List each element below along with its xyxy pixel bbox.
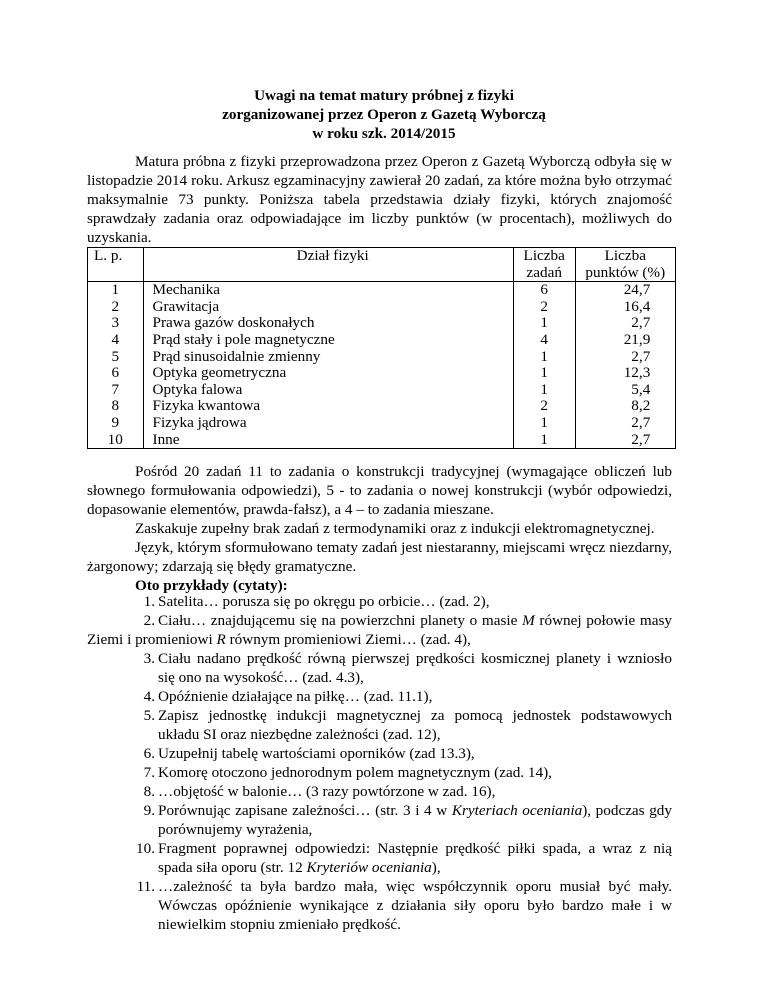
- zadan-cell: 4: [540, 330, 548, 348]
- lp-cell: 2: [111, 297, 120, 315]
- list-item: 6. Uzupełnij tabelę wartościami oporników (zad 13.3),: [143, 745, 475, 762]
- header-dzial: Dział fizyki: [143, 248, 513, 282]
- language-paragraph: Język, którym sformułowano tematy zadań jest niestaranny, miejscami wręcz niezdarny, żargonowy; zdarzają się błędy gramatyczne.: [87, 539, 672, 575]
- pkt-cell: 12,3: [623, 364, 651, 382]
- dzial-cell: Prąd sinusoidalnie zmienny: [152, 347, 321, 365]
- column-liczba-zadan: [513, 282, 575, 449]
- dzial-cell: Fizyka jądrowa: [152, 413, 247, 431]
- table-header-row: [88, 248, 676, 282]
- list-item: 4. Opóźnienie działające na piłkę… (zad. 11.1),: [143, 688, 433, 705]
- dzial-cell: Optyka geometryczna: [152, 364, 287, 382]
- pkt-cell: 2,7: [631, 413, 651, 431]
- examples-list: [87, 592, 672, 934]
- title-line-3: w roku szk. 2014/2015: [312, 125, 456, 142]
- pkt-cell: 21,9: [623, 330, 651, 348]
- list-item: 9. Porównując zapisane zależności… (str. 3 i 4 w Kryteriach oceniania), podczas gdy porównujemy wyrażenia,: [143, 802, 672, 838]
- list-item: 3. Ciału nadano prędkość równą pierwszej prędkości kosmicznej planety i wzniosło się ono na wysokość… (zad. 4.3),: [143, 650, 672, 686]
- dzial-cell: Mechanika: [152, 281, 220, 299]
- table-body-row: [88, 282, 676, 449]
- list-item: 8. …objętość w balonie… (3 razy powtórzone w zad. 16),: [143, 783, 496, 800]
- lp-cell: 9: [111, 413, 120, 431]
- pkt-cell: 16,4: [623, 297, 651, 315]
- zadan-cell: 1: [540, 364, 548, 382]
- missing-topics-paragraph: Zaskakuje zupełny brak zadań z termodynamiki oraz z indukcji elektromagnetycznej.: [135, 520, 655, 537]
- pkt-cell: 24,7: [623, 281, 651, 299]
- dzial-cell: Prawa gazów doskonałych: [152, 314, 315, 332]
- zadan-cell: 2: [540, 397, 548, 415]
- zadan-cell: 6: [540, 281, 548, 299]
- zadan-cell: 1: [540, 314, 548, 332]
- dzial-cell: Optyka falowa: [152, 380, 243, 398]
- header-liczba-punktow: Liczba punktów (%): [575, 248, 675, 282]
- pkt-cell: 2,7: [631, 314, 651, 332]
- zadan-cell: 2: [540, 297, 548, 315]
- lp-cell: 4: [111, 330, 120, 348]
- dzial-cell: Grawitacja: [152, 297, 220, 315]
- dzial-cell: Prąd stały i pole magnetyczne: [152, 330, 335, 348]
- title-line-1: Uwagi na temat matury próbnej z fizyki: [254, 87, 514, 104]
- list-item: 2. Ciału… znajdującemu się na powierzchni planety o masie M równej połowie masy Ziemi i promieniowi R równym promieniowi Ziemi… (zad. 4),: [87, 612, 672, 648]
- zadan-cell: 1: [540, 347, 548, 365]
- examples-heading: Oto przykłady (cytaty):: [135, 577, 288, 594]
- list-item: 5. Zapisz jednostkę indukcji magnetycznej za pomocą jednostek podstawowych układu SI oraz niezbędne zależności (zad. 12),: [143, 707, 672, 743]
- dzial-cell: Inne: [152, 430, 180, 448]
- pkt-cell: 2,7: [631, 347, 651, 365]
- task-types-paragraph: Pośród 20 zadań 11 to zadania o konstrukcji tradycyjnej (wymagające obliczeń lub słownego formułowania odpowiedzi), 5 - to zadania o nowej konstrukcji (wybór odpowiedzi, dopasowanie elementów, prawda-fałsz), a 4 – to zadania mieszane.: [87, 463, 672, 518]
- column-dzial: [143, 282, 513, 449]
- pkt-cell: 5,4: [631, 380, 651, 398]
- commentary-section: [87, 462, 672, 595]
- pkt-cell: 8,2: [631, 397, 651, 415]
- title-line-2: zorganizowanej przez Operon z Gazetą Wyborczą: [222, 106, 546, 123]
- document-title: [0, 86, 768, 143]
- list-item: 11. …zależność ta była bardzo mała, więc współczynnik oporu musiał być mały. Wówczas opóźnienie wynikające z działania siły oporu było bardzo małe i w niewielkim stopniu zmieniało prędkość.: [136, 878, 672, 933]
- list-item: 7. Komorę otoczono jednorodnym polem magnetycznym (zad. 14),: [143, 764, 552, 781]
- lp-cell: 6: [111, 364, 120, 382]
- header-liczba-zadan: Liczba zadań: [513, 248, 575, 282]
- lp-cell: 1: [111, 281, 120, 299]
- lp-cell: 7: [111, 380, 120, 398]
- lp-cell: 3: [111, 314, 120, 332]
- zadan-cell: 1: [540, 413, 548, 431]
- column-lp: [88, 282, 144, 449]
- zadan-cell: 1: [540, 380, 548, 398]
- list-item: 10. Fragment poprawnej odpowiedzi: Następnie prędkość piłki spada, a wraz z nią spada siła oporu (str. 12 Kryteriów oceniania),: [136, 840, 672, 876]
- column-liczba-punktow: [575, 282, 675, 449]
- header-lp: L. p.: [88, 248, 144, 282]
- lp-cell: 10: [107, 430, 123, 448]
- dzial-cell: Fizyka kwantowa: [152, 397, 261, 415]
- zadan-cell: 1: [540, 430, 548, 448]
- lp-cell: 8: [111, 397, 120, 415]
- physics-sections-table: [87, 247, 676, 449]
- list-item: 1. Satelita… porusza się po okręgu po orbicie… (zad. 2),: [143, 593, 490, 610]
- intro-paragraph: Matura próbna z fizyki przeprowadzona przez Operon z Gazetą Wyborczą odbyła się w listopadzie 2014 roku. Arkusz egzaminacyjny zawierał 20 zadań, za które można było otrzymać maksymalnie 73 punkty. Poniższa tabela przedstawia działy fizyki, których znajomość sprawdzały zadania oraz odpowiadające im liczby punktów (w procentach), możliwych do uzyskania.: [87, 153, 672, 246]
- pkt-cell: 2,7: [631, 430, 651, 448]
- lp-cell: 5: [111, 347, 120, 365]
